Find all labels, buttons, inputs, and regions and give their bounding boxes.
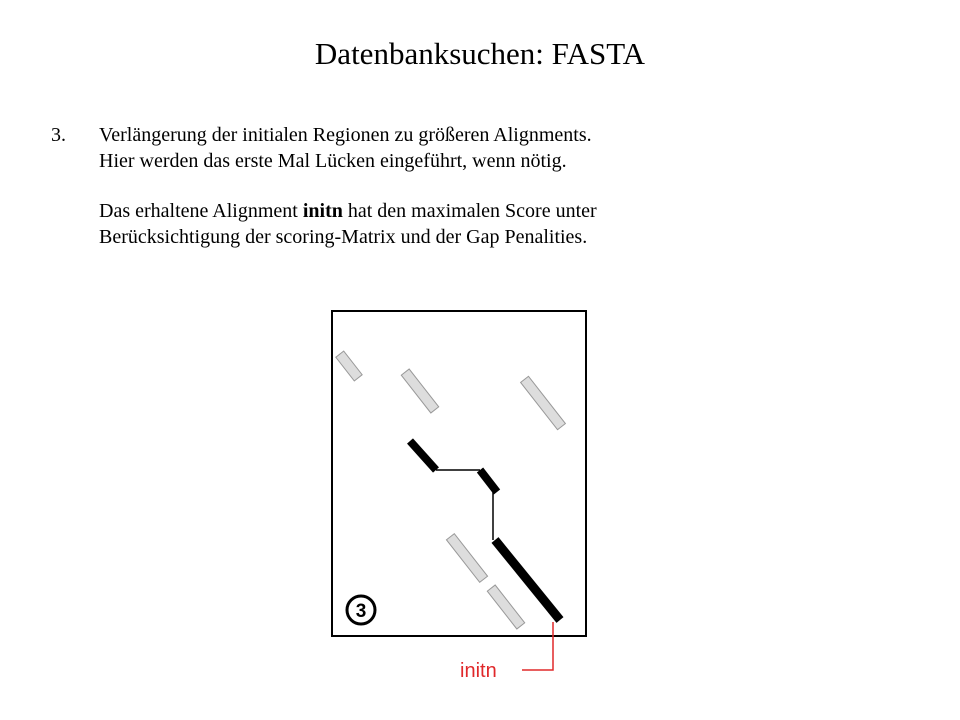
callout-line [522,622,553,670]
step-badge [347,596,375,624]
initn-term: initn [302,200,343,222]
initial-region [401,369,438,413]
initial-region [336,351,362,381]
initn-label: initn [460,660,497,682]
description-line-1: Verlängerung der initialen Regionen zu größeren Alignments. [99,124,592,146]
description-line-2: Hier werden das erste Mal Lücken eingeführt, wenn nötig. [99,150,567,172]
initn-alignment [410,441,560,620]
description-line-3-start: Das erhaltene Alignment [99,200,303,222]
alignment-segment [480,470,497,492]
step-badge-number: 3 [355,601,367,622]
list-number: 3. [51,124,66,146]
description-line-3-end: hat den maximalen Score unter [342,200,597,222]
description-line-4: Berücksichtigung der scoring-Matrix und der Gap Penalities. [99,226,588,248]
alignment-segment [410,441,436,470]
initial-region [521,376,566,429]
dotplot-frame [332,311,586,636]
initn-callout [460,622,553,682]
initial-region [446,534,487,583]
initial-region [487,585,524,629]
slide-title: Datenbanksuchen: FASTA [314,36,646,71]
